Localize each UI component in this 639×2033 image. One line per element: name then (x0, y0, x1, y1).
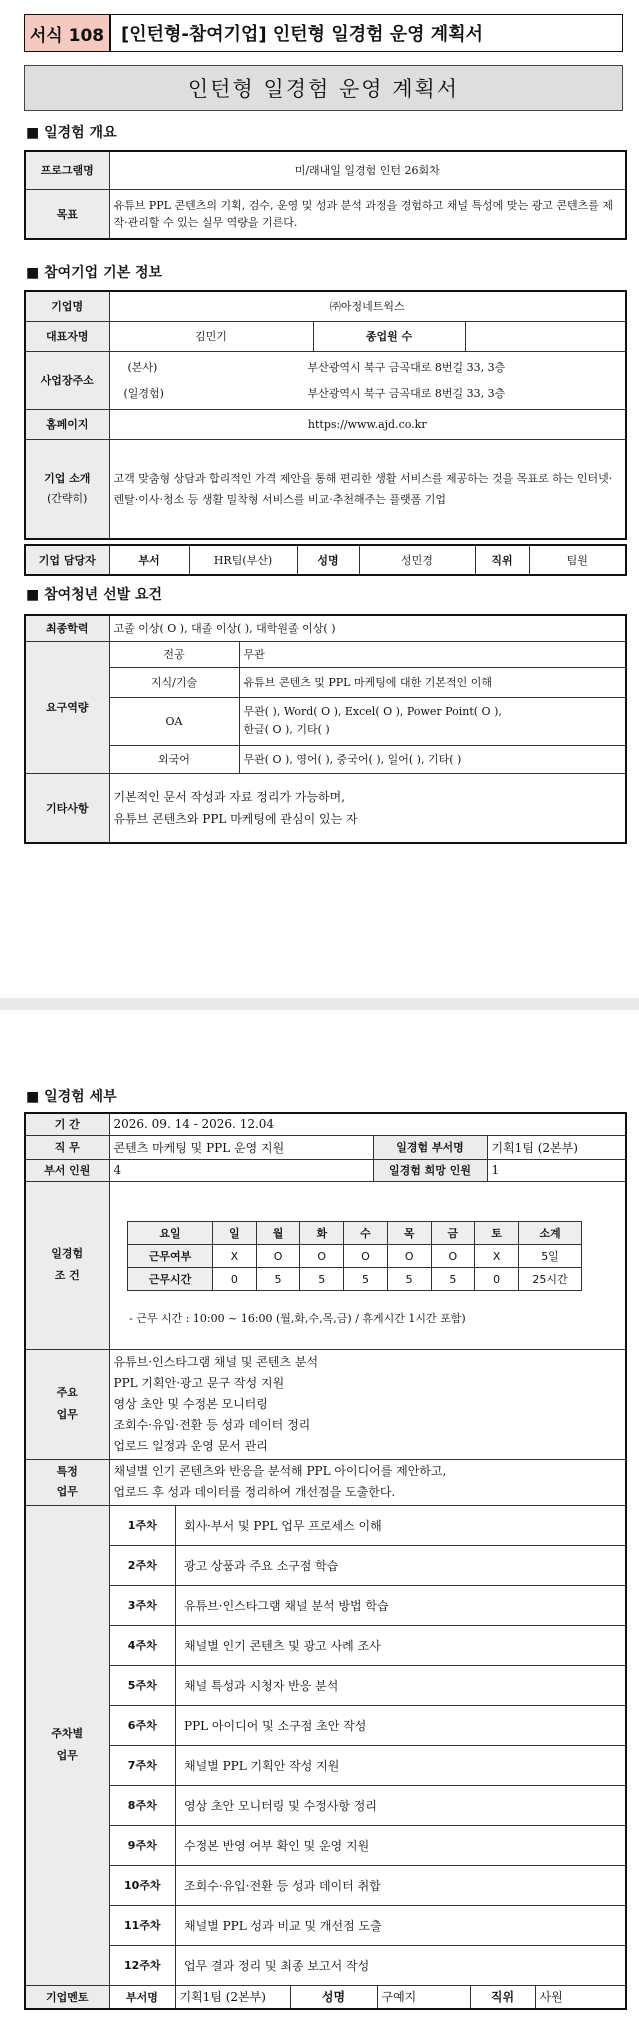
week-row (110, 1825, 626, 1865)
intro-label-line1: 기업 소개 (44, 471, 91, 485)
schedule-workday-4: O (387, 1245, 431, 1268)
program-label: 프로그램명 (25, 151, 109, 189)
period-label: 기 간 (25, 1113, 109, 1135)
main-task-5: 업로드 일정과 운영 문서 관리 (113, 1438, 268, 1453)
requirements-table (24, 614, 627, 844)
week-row (110, 1506, 626, 1546)
overview-table (24, 150, 627, 240)
goal-label: 목표 (25, 189, 109, 239)
main-tasks-cell (109, 1349, 626, 1459)
employees-label: 종업원 수 (313, 321, 465, 351)
goal-value: 유튜브 PPL 콘텐츠의 기획, 검수, 운영 및 성과 분석 과정을 경험하고 채널 특성에 맞는 광고 콘텐츠를 제작·관리할 수 있는 실무 역량을 기른다. (109, 189, 626, 239)
knowledge-label: 지식/기술 (109, 667, 239, 697)
education-value: 고졸 이상( O ), 대졸 이상( ), 대학원졸 이상( ) (109, 615, 626, 641)
special-cell (109, 1459, 626, 1505)
weekly-label (25, 1505, 109, 1985)
duty-value: 콘텐츠 마케팅 및 PPL 운영 지원 (109, 1135, 373, 1159)
mentor-name-label: 성명 (290, 1986, 378, 2008)
major-value: 무관 (239, 641, 626, 667)
form-number: 서식 108 (25, 15, 111, 51)
week-row (110, 1785, 626, 1825)
special-line2: 업로드 후 성과 데이터를 정리하여 개선점을 도출한다. (113, 1485, 396, 1499)
schedule-hours-label: 근무시간 (128, 1268, 213, 1291)
section-details-heading: ■ 일경험 세부 (26, 1089, 117, 1105)
week-number: 10주차 (110, 1865, 176, 1905)
major-label: 전공 (109, 641, 239, 667)
schedule-header-1: 일 (213, 1222, 257, 1245)
intro-label (25, 439, 109, 539)
section-company-heading: ■ 참여기업 기본 정보 (26, 265, 163, 281)
special-label-line2: 업무 (56, 1485, 78, 1498)
week-row (110, 1945, 626, 1985)
week-number: 5주차 (110, 1665, 176, 1705)
schedule-hours-5: 5 (431, 1268, 475, 1291)
week-row (110, 1585, 626, 1625)
ceo-label: 대표자명 (25, 321, 109, 351)
week-number: 1주차 (110, 1506, 176, 1546)
weekly-table (110, 1506, 626, 1985)
week-row (110, 1545, 626, 1585)
exp-dept-label: 일경험 부서명 (373, 1135, 487, 1159)
etc-line2: 유튜브 콘텐츠와 PPL 마케팅에 관심이 있는 자 (113, 811, 358, 826)
special-line1: 채널별 인기 콘텐츠와 반응을 분석해 PPL 아이디어를 제안하고, (113, 1464, 447, 1478)
skills-label: 요구역량 (25, 641, 109, 773)
week-row (110, 1665, 626, 1705)
schedule-hours-3: 5 (344, 1268, 388, 1291)
week-row (110, 1625, 626, 1665)
staff-label: 부서 인원 (25, 1159, 109, 1181)
schedule-header-7: 토 (475, 1222, 519, 1245)
language-value: 무관( O ), 영어( ), 중국어( ), 일어( ), 기타( ) (239, 745, 626, 773)
program-value: 미/래내일 일경험 인턴 26회차 (109, 151, 626, 189)
education-label: 최종학력 (25, 615, 109, 641)
etc-label: 기타사항 (25, 773, 109, 843)
weekly-label-line1: 주차별 (51, 1727, 84, 1740)
company-name-label: 기업명 (25, 291, 109, 321)
oa-label: OA (109, 697, 239, 745)
schedule-hours-row (128, 1268, 582, 1291)
company-name-value: ㈜아정네트웍스 (109, 291, 626, 321)
schedule-header-5: 목 (387, 1222, 431, 1245)
week-task: 수정본 반영 여부 확인 및 운영 지원 (176, 1825, 626, 1865)
document-title: 인턴형 일경험 운영 계획서 (24, 65, 623, 111)
main-task-3: 영상 초안 및 수정본 모니터링 (113, 1396, 268, 1411)
intro-value: 고객 맞춤형 상담과 합리적인 가격 제안을 통해 편리한 생활 서비스를 제공하는 것을 목표로 하는 인터넷·렌탈·이사·청소 등 생활 밀착형 서비스를 비교·추천해주는 플랫폼 기업 (109, 439, 626, 539)
week-number: 8주차 (110, 1785, 176, 1825)
week-number: 2주차 (110, 1545, 176, 1585)
work-schedule-table (127, 1221, 582, 1291)
contact-position-label: 직위 (475, 545, 529, 575)
main-task-2: PPL 기획안·광고 문구 작성 지원 (113, 1375, 285, 1390)
schedule-hours-6: 0 (475, 1268, 519, 1291)
week-number: 3주차 (110, 1585, 176, 1625)
duty-label: 직 무 (25, 1135, 109, 1159)
week-row (110, 1905, 626, 1945)
employees-value (465, 321, 626, 351)
address-cell (109, 351, 626, 409)
schedule-workday-0: X (213, 1245, 257, 1268)
form-header (24, 14, 623, 52)
site-address: 부산광역시 북구 금곡대로 8번길 33, 3층 (307, 387, 506, 400)
week-task: PPL 아이디어 및 소구점 초안 작성 (176, 1705, 626, 1745)
schedule-header-3: 화 (300, 1222, 344, 1245)
mentor-info (175, 1985, 626, 2009)
hq-address: 부산광역시 북구 금곡대로 8번길 33, 3층 (307, 361, 506, 374)
hope-value: 1 (487, 1159, 626, 1181)
week-task: 채널별 PPL 기획안 작성 지원 (176, 1745, 626, 1785)
week-task: 조회수·유입·전환 등 성과 데이터 취합 (176, 1865, 626, 1905)
week-number: 9주차 (110, 1825, 176, 1865)
contact-dept-value: HR팀(부산) (189, 545, 297, 575)
main-task-1: 유튜브·인스타그램 채널 및 콘텐츠 분석 (113, 1354, 319, 1369)
form-title: [인턴형-참여기업] 인턴형 일경험 운영 계획서 (121, 24, 483, 45)
schedule-workday-7: 5일 (519, 1245, 582, 1268)
main-tasks-label-line2: 업무 (56, 1408, 78, 1421)
schedule-workday-6: X (475, 1245, 519, 1268)
weekly-label-line2: 업무 (56, 1749, 78, 1762)
schedule-workday-label: 근무여부 (128, 1245, 213, 1268)
oa-line2: 한글( O ), 기타( ) (243, 723, 330, 736)
schedule-hours-1: 5 (256, 1268, 300, 1291)
company-table (24, 290, 627, 540)
main-tasks-label-line1: 주요 (56, 1386, 78, 1399)
mentor-name-value: 구예지 (381, 1990, 417, 2004)
address-label: 사업장주소 (25, 351, 109, 409)
mentor-position-value: 사원 (539, 1990, 563, 2004)
week-task: 회사·부서 및 PPL 업무 프로세스 이해 (176, 1506, 626, 1546)
etc-line1: 기본적인 문서 작성과 자료 정리가 가능하며, (113, 789, 346, 804)
homepage-label: 홈페이지 (25, 409, 109, 439)
week-task: 채널 특성과 시청자 반응 분석 (176, 1665, 626, 1705)
week-task: 유튜브·인스타그램 채널 분석 방법 학습 (176, 1585, 626, 1625)
schedule-workday-row (128, 1245, 582, 1268)
schedule-workday-2: O (300, 1245, 344, 1268)
special-label (25, 1459, 109, 1505)
schedule-hours-0: 0 (213, 1268, 257, 1291)
language-label: 외국어 (109, 745, 239, 773)
special-label-line1: 특정 (56, 1465, 78, 1478)
week-row (110, 1705, 626, 1745)
schedule-workday-1: O (256, 1245, 300, 1268)
schedule-workday-5: O (431, 1245, 475, 1268)
schedule-header-0: 요일 (128, 1222, 213, 1245)
mentor-label: 기업멘토 (25, 1985, 109, 2009)
week-number: 12주차 (110, 1945, 176, 1985)
homepage-value: https://www.ajd.co.kr (109, 409, 626, 439)
oa-line1: 무관( ), Word( O ), Excel( O ), Power Point( O ), (243, 705, 502, 718)
intro-label-line2: (간략히) (47, 491, 88, 505)
section-requirements-heading: ■ 참여청년 선발 요건 (26, 587, 163, 603)
hq-label: (본사) (127, 361, 158, 374)
schedule-header-6: 금 (431, 1222, 475, 1245)
week-task: 채널별 PPL 성과 비교 및 개선점 도출 (176, 1905, 626, 1945)
conditions-label-line1: 일경험 (51, 1247, 84, 1260)
week-number: 4주차 (110, 1625, 176, 1665)
contact-table (24, 544, 627, 576)
week-task: 광고 상품과 주요 소구점 학습 (176, 1545, 626, 1585)
hope-label: 일경험 희망 인원 (373, 1159, 487, 1181)
main-tasks-label (25, 1349, 109, 1459)
knowledge-value: 유튜브 콘텐츠 및 PPL 마케팅에 대한 기본적인 이해 (239, 667, 626, 697)
week-row (110, 1865, 626, 1905)
schedule-header-row (128, 1222, 582, 1245)
contact-dept-label: 부서 (109, 545, 189, 575)
schedule-header-4: 수 (344, 1222, 388, 1245)
site-label: (일경험) (123, 387, 164, 400)
mentor-dept-value: 기획1팀 (2본부) (179, 1990, 266, 2004)
contact-label: 기업 담당자 (25, 545, 109, 575)
weekly-cell (109, 1505, 626, 1985)
conditions-label (25, 1181, 109, 1349)
schedule-header-8: 소계 (519, 1222, 582, 1245)
contact-position-value: 팀원 (529, 545, 626, 575)
week-task: 영상 초안 모니터링 및 수정사항 정리 (176, 1785, 626, 1825)
main-task-4: 조회수·유입·전환 등 성과 데이터 정리 (113, 1417, 311, 1432)
etc-value (109, 773, 626, 843)
week-task: 채널별 인기 콘텐츠 및 광고 사례 조사 (176, 1625, 626, 1665)
work-hours-note: - 근무 시간 : 10:00 ~ 16:00 (월,화,수,목,금) / 휴게시간 1시간 포함) (129, 1312, 466, 1325)
conditions-label-line2: 조 건 (54, 1269, 80, 1282)
oa-value (239, 697, 626, 745)
schedule-header-2: 월 (256, 1222, 300, 1245)
section-overview-heading: ■ 일경험 개요 (26, 125, 117, 141)
contact-name-value: 성민경 (359, 545, 475, 575)
schedule-hours-2: 5 (300, 1268, 344, 1291)
contact-name-label: 성명 (297, 545, 359, 575)
period-value: 2026. 09. 14 - 2026. 12.04 (109, 1113, 626, 1135)
staff-value: 4 (109, 1159, 373, 1181)
ceo-value: 김민기 (109, 321, 313, 351)
week-number: 7주차 (110, 1745, 176, 1785)
schedule-workday-3: O (344, 1245, 388, 1268)
week-task: 업무 결과 정리 및 최종 보고서 작성 (176, 1945, 626, 1985)
schedule-hours-7: 25시간 (519, 1268, 582, 1291)
exp-dept-value: 기획1팀 (2본부) (487, 1135, 626, 1159)
week-row (110, 1745, 626, 1785)
week-number: 6주차 (110, 1705, 176, 1745)
mentor-dept-label: 부서명 (109, 1985, 175, 2009)
week-number: 11주차 (110, 1905, 176, 1945)
schedule-hours-4: 5 (387, 1268, 431, 1291)
mentor-position-label: 직위 (470, 1986, 536, 2008)
